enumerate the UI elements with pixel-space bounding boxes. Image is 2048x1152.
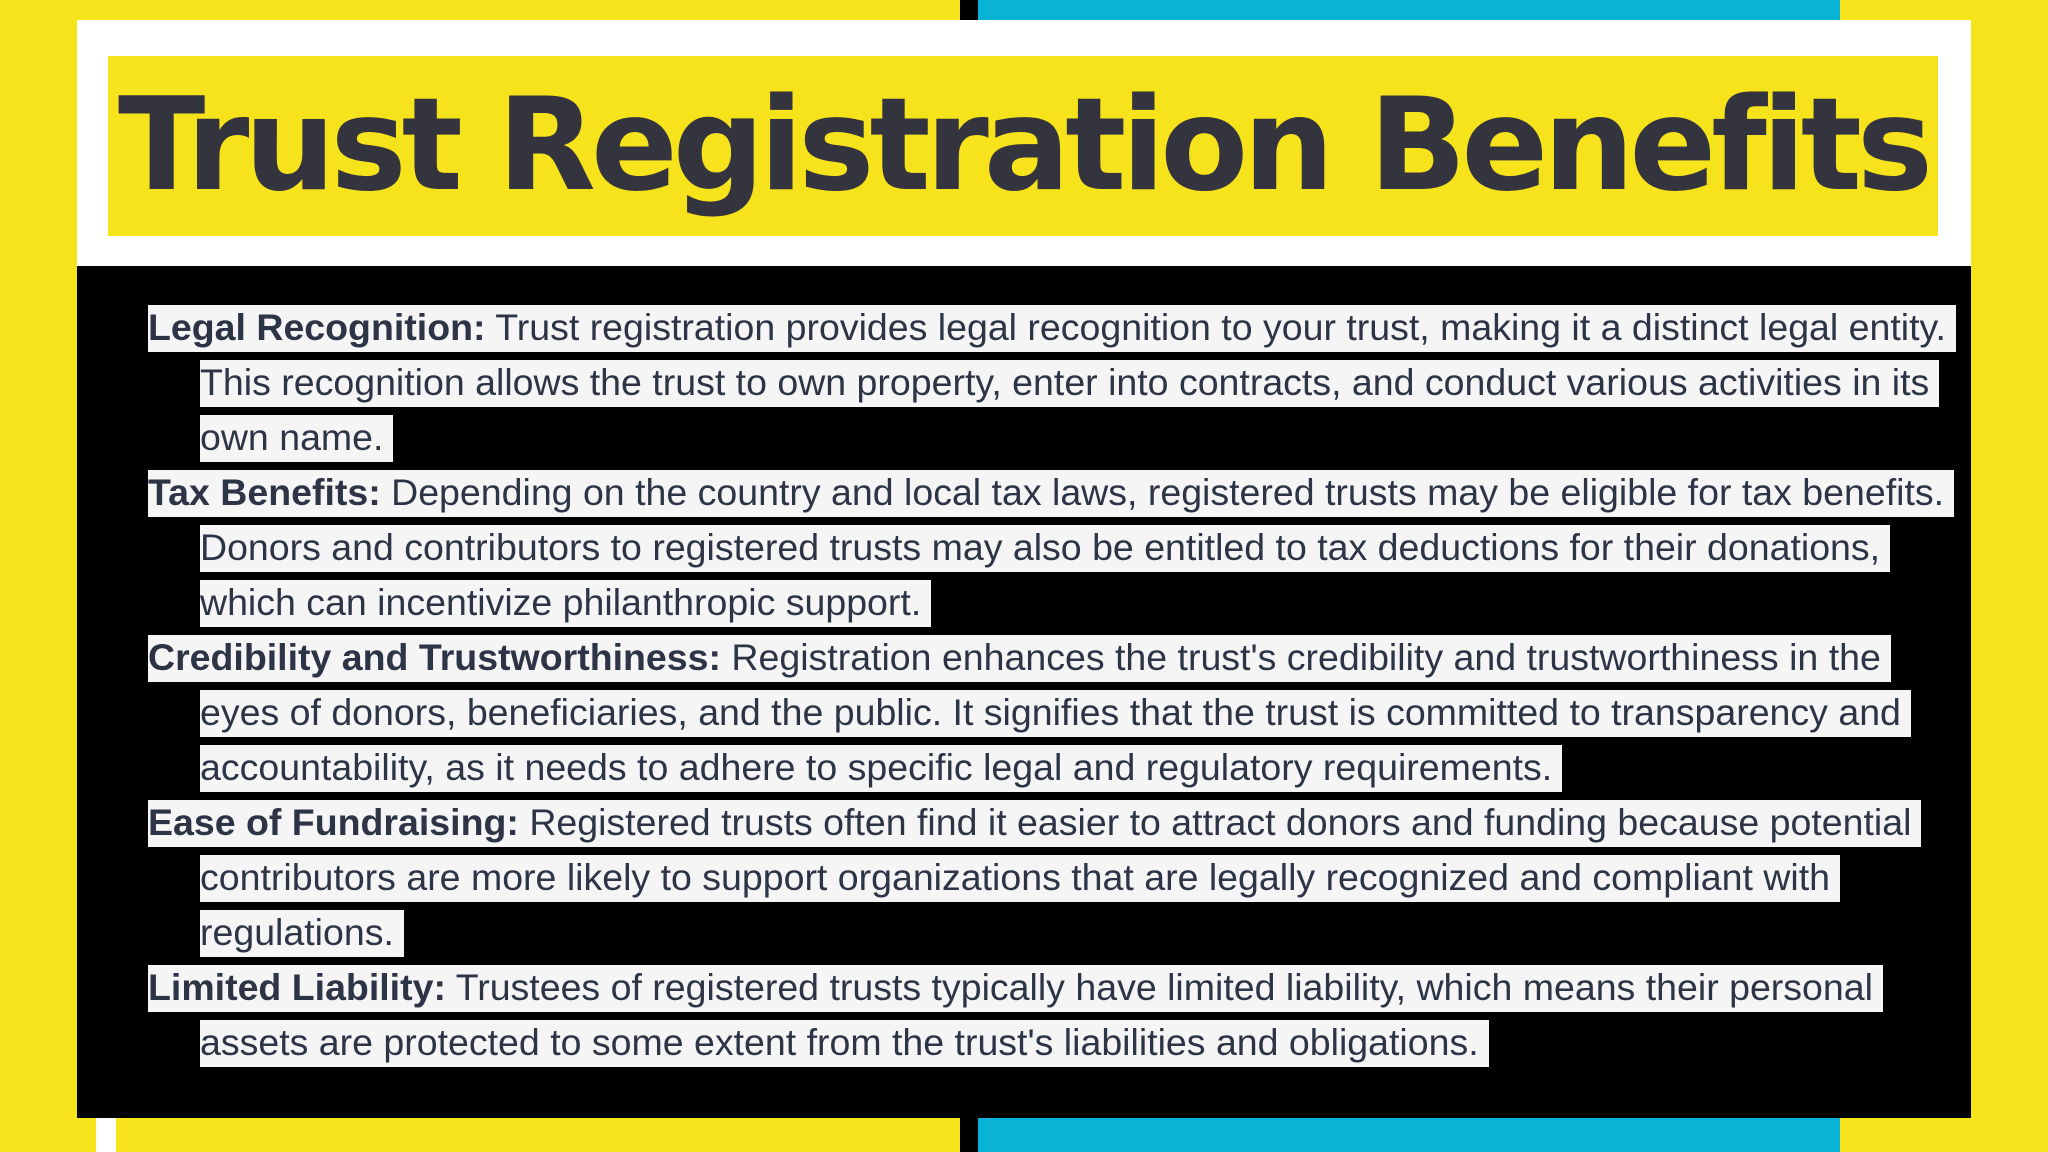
benefit-text: Trustees of registered trusts typically have limited liability, which means their personal assets are protected to some extent from the trust's liabilities and obligations. <box>200 966 1873 1063</box>
benefit-highlight <box>148 800 1921 957</box>
benefit-text: Trust registration provides legal recognition to your trust, making it a distinct legal entity. This recognition allows the trust to own property, enter into contracts, and conduct various activities in its own name. <box>200 306 1946 458</box>
benefit-highlight <box>148 635 1911 792</box>
benefit-text: Registered trusts often find it easier to attract donors and funding because potential contributors are more likely to support organizations that are legally recognized and compliant with regulations. <box>200 801 1912 953</box>
background-black-bar-top <box>960 0 978 20</box>
benefit-term: Credibility and Trustworthiness: <box>148 636 721 678</box>
background-cyan-block-top <box>978 0 1840 20</box>
benefit-text: Registration enhances the trust's credibility and trustworthiness in the eyes of donors, beneficiaries, and the public. It signifies that the trust is committed to transparency and accountability, as it needs to adhere to specific legal and regulatory requirements. <box>200 636 1901 788</box>
benefit-tax-benefits <box>148 465 1948 630</box>
benefit-term: Limited Liability: <box>148 966 446 1008</box>
background-black-bar-bottom <box>960 1118 978 1152</box>
benefit-term: Legal Recognition: <box>148 306 486 348</box>
background-cyan-block-bottom <box>978 1118 1840 1152</box>
page-title: Trust Registration Benefits <box>117 71 1929 220</box>
benefit-ease-of-fundraising <box>148 795 1948 960</box>
benefit-term: Tax Benefits: <box>148 471 381 513</box>
background-white-strip-bottom <box>96 1118 116 1152</box>
benefit-highlight <box>148 965 1883 1067</box>
benefit-limited-liability <box>148 960 1948 1070</box>
benefit-credibility <box>148 630 1948 795</box>
benefits-list <box>148 300 1948 1070</box>
benefit-text: Depending on the country and local tax laws, registered trusts may be eligible for tax benefits. Donors and contributors to registered trusts may also be entitled to tax deductions for their donations, which can incentivize philanthropic support. <box>200 471 1945 623</box>
benefit-highlight <box>148 305 1956 462</box>
benefit-term: Ease of Fundraising: <box>148 801 519 843</box>
benefit-highlight <box>148 470 1954 627</box>
benefit-legal-recognition <box>148 300 1948 465</box>
